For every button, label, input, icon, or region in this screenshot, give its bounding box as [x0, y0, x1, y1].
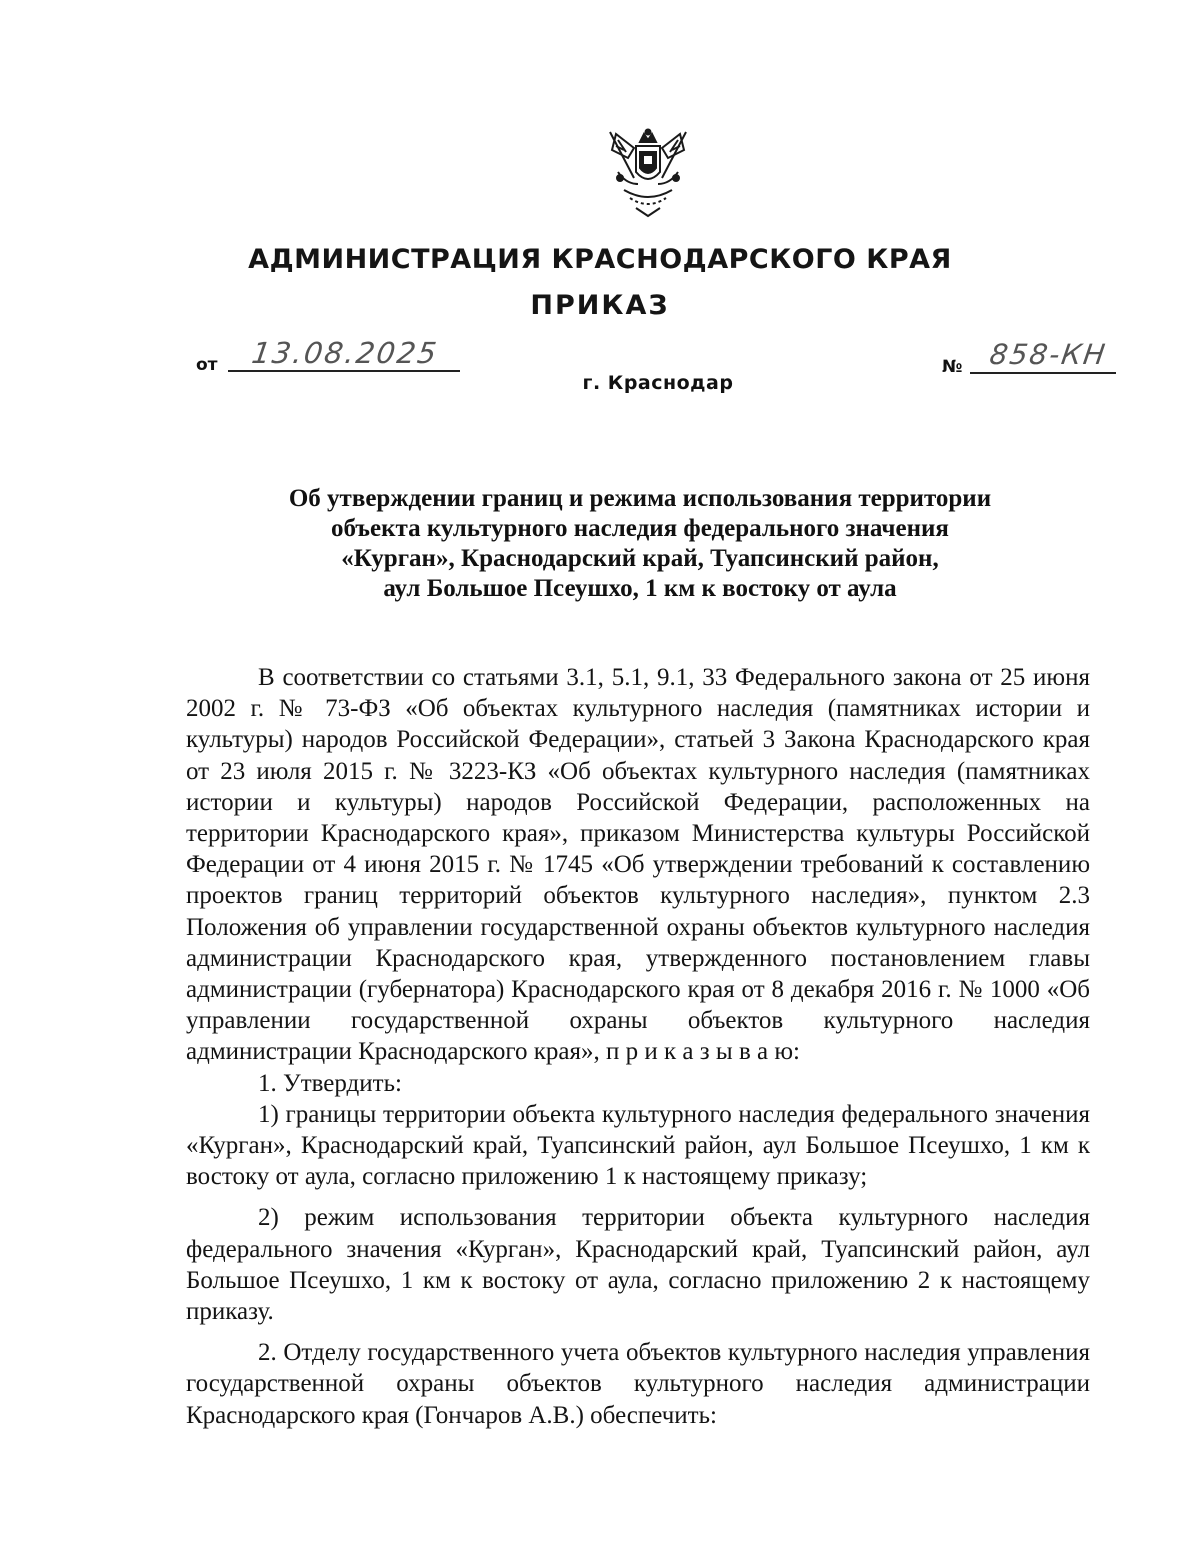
document-type-title: ПРИКАЗ — [530, 290, 670, 321]
subject-line: «Курган», Краснодарский край, Туапсинский район, — [341, 545, 939, 572]
city-label: г. Краснодар — [582, 372, 734, 394]
item-1-2: 2) режим использования территории объекта культурного наследия федерального значения «Курган», Краснодарский край, Туапсинский район, аул Большое Псеушхо, 1 км к востоку от аула, согласно приложению 2 к настоящему приказу. — [186, 1204, 1090, 1326]
preamble-paragraph: В соответствии со статьями 3.1, 5.1, 9.1, 33 Федерального закона от 25 июня 2002 г. № 73-ФЗ «Об объектах культурного наследия (памятниках истории и культуры) народов Российской Федерации», статьей 3 Закона Краснодарского края от 23 июля 2015 г. № 3223-КЗ «Об объектах культурного наследия (памятниках истории и культуры) народов Российской Федерации, расположенных на территории Краснодарского края», приказом Министерства культуры Российской Федерации от 4 июня 2015 г. № 1745 «Об утверждении требований к составлению проектов границ территорий объектов культурного наследия», пунктом 2.3 Положения об управлении государственной охраны объектов культурного наследия администрации Краснодарского края, утвержденного постановлением главы администрации (губернатора) Краснодарского края от 8 декабря 2016 г. № 1000 «Об управлении государственной охраны объектов культурного наследия администрации Краснодарского края», п р и к а з ы в а ю: — [186, 664, 1090, 1066]
organization-title: АДМИНИСТРАЦИЯ КРАСНОДАРСКОГО КРАЯ — [248, 244, 952, 275]
date-label: от — [196, 355, 218, 375]
number-label: № — [942, 357, 963, 377]
date-value: 13.08.2025 — [249, 336, 441, 370]
item-1: 1. Утвердить: — [258, 1069, 402, 1097]
number-value: 858-КН — [987, 338, 1109, 371]
number-underline — [970, 372, 1116, 374]
coat-of-arms-icon — [606, 128, 690, 220]
document-subject — [200, 484, 1080, 604]
item-2: 2. Отделу государственного учета объектов культурного наследия управления государственной охраны объектов культурного наследия администрации Краснодарского края (Гончаров А.В.) обеспечить: — [186, 1339, 1090, 1429]
subject-line: Об утверждении границ и режима использования территории — [288, 485, 992, 512]
subject-line: объекта культурного наследия федерального значения — [331, 515, 949, 542]
document-body — [186, 662, 1090, 1431]
subject-line: аул Большое Псеушхо, 1 км к востоку от аула — [383, 575, 897, 602]
item-1-1: 1) границы территории объекта культурного наследия федерального значения «Курган», Краснодарский край, Туапсинский район, аул Большое Псеушхо, 1 км к востоку от аула, согласно приложению 1 к настоящему приказу; — [186, 1100, 1090, 1191]
